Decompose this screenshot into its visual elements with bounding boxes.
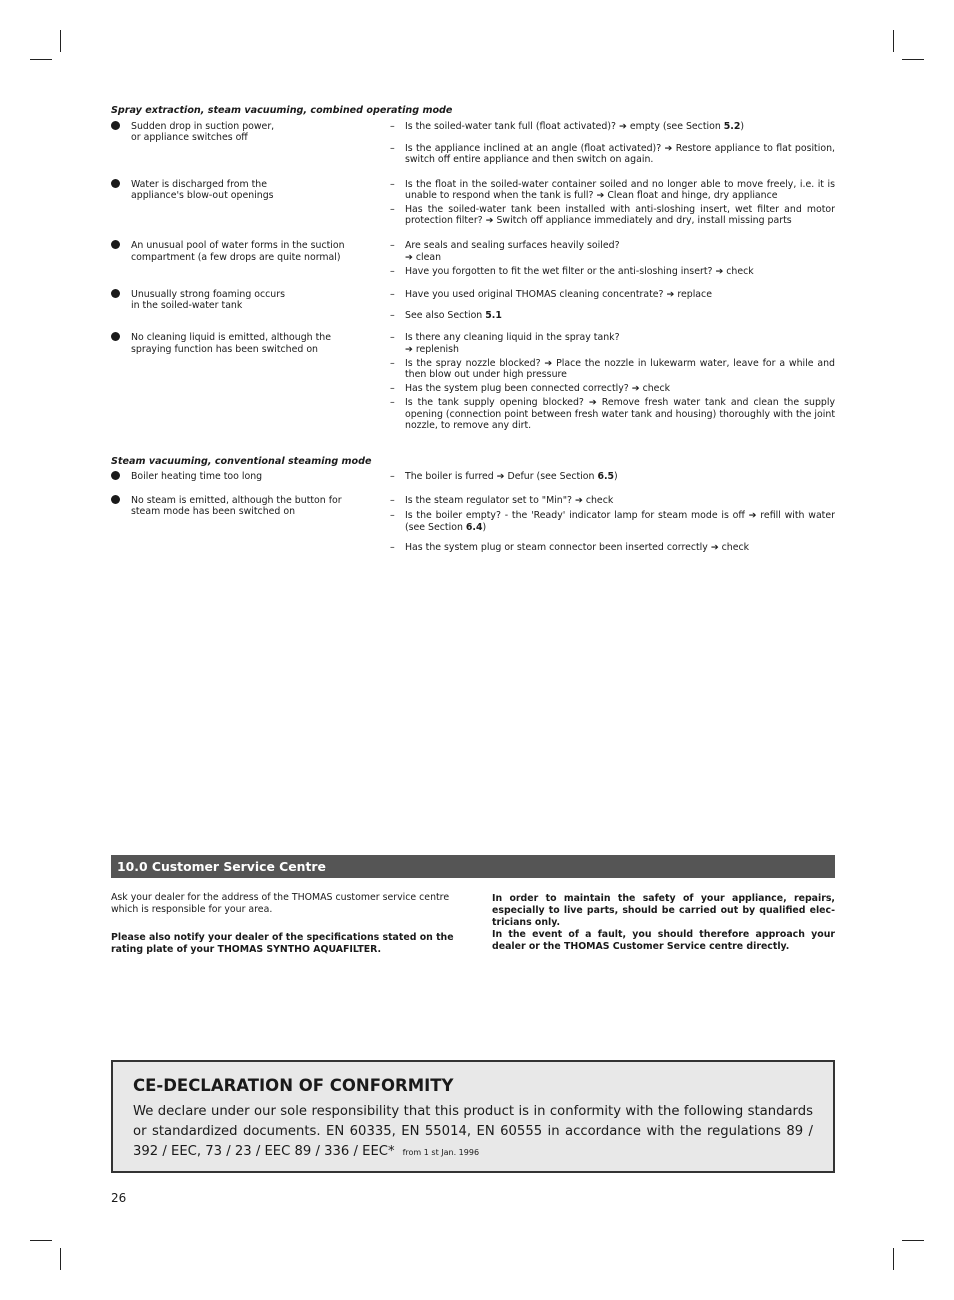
remedy-item: – Is the tank supply opening blocked? ➔ Remove fresh water tank and clean the supply opening (connection point between fresh water tank and housing) thoroughly with the joint nozzle, to remove any dirt. — [390, 397, 835, 431]
section-heading-customer-service: 10.0 Customer Service Centre — [111, 855, 835, 878]
remedy-item: – Is the soiled-water tank full (float activated)? ➔ empty (see Section 5.2) — [390, 121, 745, 132]
ce-title: CE-DECLARATION OF CONFORMITY — [133, 1076, 454, 1095]
remedy-item: – The boiler is furred ➔ Defur (see Section 6.5) — [390, 471, 618, 483]
crop-mark — [60, 30, 61, 52]
problem-cell: Water is discharged from the appliance's blow-out openings — [111, 179, 351, 201]
service-text: Ask your dealer for the address of the THOMAS customer service centre which is responsible for your area. — [111, 892, 450, 915]
bullet-icon — [111, 289, 120, 298]
remedy-item: – Has the system plug been connected correctly? ➔ check — [390, 383, 671, 395]
crop-mark — [60, 1248, 61, 1270]
remedy-cell — [390, 471, 835, 482]
remedy-item: – Is the float in the soiled-water container soiled and no longer able to move freely, i.e. it is unable to respond when the tank is full? ➔ Clean float and hinge, dry appliance — [390, 178, 835, 201]
crop-mark — [893, 30, 894, 52]
problem-cell: Boiler heating time too long — [111, 471, 351, 482]
problem-cell: An unusual pool of water forms in the suction compartment (a few drops are quite normal) — [111, 240, 351, 262]
ce-text: We declare under our sole responsibility that this product is in conformity with the following standards or standardized documents. EN 60335, EN 55014, EN 60555 in accordance with the regulations 89 / 392 / EEC, 73 / 23 / EEC 89 / 336 / EEC* from 1 st Jan. 1996 — [133, 1104, 813, 1159]
problem-cell: Unusually strong foaming occurs in the soiled-water tank — [111, 289, 351, 311]
remedy-item: – Is the steam regulator set to "Min"? ➔ check — [390, 495, 614, 507]
problem-cell: Sudden drop in suction power, or appliance switches off — [111, 121, 351, 143]
remedy-item: – Have you forgotten to fit the wet filter or the anti-sloshing insert? ➔ check — [390, 265, 754, 277]
table-row — [111, 289, 835, 321]
problem-cell: No steam is emitted, although the button for steam mode has been switched on — [111, 495, 351, 517]
section-title-spray: Spray extraction, steam vacuuming, combined operating mode — [111, 105, 453, 116]
table-row — [111, 471, 835, 482]
problem-cell: No cleaning liquid is emitted, although the spraying function has been switched on — [111, 332, 351, 354]
table-row — [111, 179, 835, 227]
remedy-item: – Are seals and sealing surfaces heavily soiled? ➔ clean — [390, 240, 620, 263]
troubleshooting-section — [111, 104, 835, 553]
crop-mark — [902, 59, 924, 60]
crop-mark — [30, 59, 52, 60]
service-left-column — [111, 892, 455, 956]
table-row — [111, 121, 835, 166]
remedy-cell — [390, 332, 835, 431]
crop-mark — [30, 1240, 52, 1241]
remedy-item: – See also Section 5.1 — [390, 310, 502, 322]
remedy-cell — [390, 289, 835, 321]
ce-footnote: from 1 st Jan. 1996 — [402, 1148, 480, 1157]
ce-declaration-box — [111, 1060, 835, 1173]
safety-notice: In order to maintain the safety of your appliance, repairs, especially to live parts, should be carried out by qualified elec-tricians only. — [492, 893, 835, 928]
remedy-cell — [390, 240, 835, 277]
bullet-icon — [111, 179, 120, 188]
remedy-item: – Is the appliance inclined at an angle (float activated)? ➔ Restore appliance to flat position, switch off entire appliance and then switch on again. — [390, 143, 835, 166]
remedy-item: – Is the spray nozzle blocked? ➔ Place the nozzle in lukewarm water, leave for a while and then blow out under high pressure — [390, 357, 835, 381]
remedy-item: – Is there any cleaning liquid in the spray tank? ➔ replenish — [390, 332, 620, 355]
service-right-column — [492, 893, 835, 953]
remedy-cell — [390, 121, 835, 166]
section-title-steam: Steam vacuuming, conventional steaming mode — [111, 456, 372, 468]
remedy-item: – Has the soiled-water tank been installed with anti-sloshing insert, wet filter and motor protection filter? ➔ Switch off appliance immediately and dry, install missing parts — [390, 204, 835, 227]
crop-mark — [893, 1248, 894, 1270]
remedy-item: – Has the system plug or steam connector been inserted correctly ➔ check — [390, 541, 750, 553]
table-row — [111, 332, 835, 431]
table-row — [111, 495, 835, 553]
remedy-cell — [390, 179, 835, 227]
fault-notice: In the event of a fault, you should therefore approach your dealer or the THOMAS Customer Service centre directly. — [492, 929, 835, 952]
crop-mark — [902, 1240, 924, 1241]
remedy-item: – Have you used original THOMAS cleaning concentrate? ➔ replace — [390, 289, 712, 301]
remedy-cell — [390, 495, 835, 553]
remedy-item: – Is the boiler empty? - the 'Ready' indicator lamp for steam mode is off ➔ refill with water (see Section 6.4) — [390, 510, 835, 533]
page-number: 26 — [111, 1191, 127, 1205]
bullet-icon — [111, 121, 120, 130]
bullet-icon — [111, 471, 120, 480]
table-row — [111, 240, 835, 277]
service-notice: Please also notify your dealer of the specifications stated on the rating plate of your THOMAS SYNTHO AQUAFILTER. — [111, 932, 454, 955]
